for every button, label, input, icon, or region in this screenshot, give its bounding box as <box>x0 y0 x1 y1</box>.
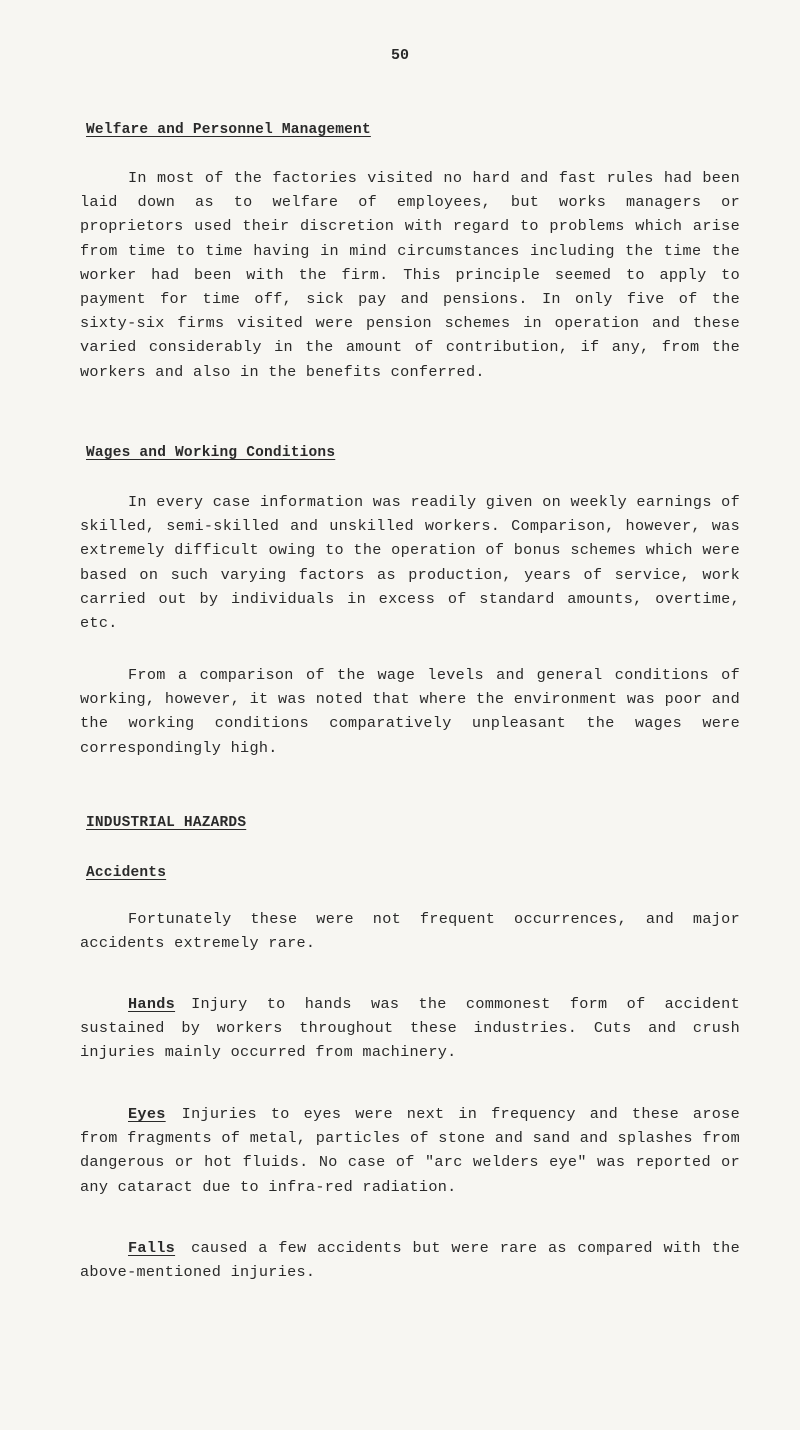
welfare-paragraph: In most of the factories visited no hard and fast rules had been laid down as to welfare of employees, but works managers or proprietors used their discretion with regard to problems which arise from time to time having in mind circumstances including the time the worker had been with the firm. This principle seemed to apply to payment for time off, sick pay and pensions. In only five of the sixty-six firms visited were pension schemes in operation and these varied considerably in the amount of contribution, if any, from the workers and also in the benefits conferred. <box>80 169 740 381</box>
falls-paragraph <box>80 1236 740 1284</box>
hands-text: Injury to hands was the commonest form of accident sustained by workers throughout these industries. Cuts and crush injuries mainly occurred from machinery. <box>80 995 740 1062</box>
hazards-heading: INDUSTRIAL HAZARDS <box>86 815 247 831</box>
eyes-label: Eyes <box>128 1105 166 1123</box>
hands-label: Hands <box>128 995 176 1013</box>
welfare-heading: Welfare and Personnel Management <box>86 122 371 138</box>
falls-text: caused a few accidents but were rare as compared with the above-mentioned injuries. <box>80 1239 740 1282</box>
wages-paragraph-1: In every case information was readily given on weekly earnings of skilled, semi-skilled and unskilled workers. Comparison, however, was extremely difficult owing to the operation of bonus schemes which were based on such varying factors as production, years of service, work carried out by individuals in excess of standard amounts, overtime, etc. <box>80 493 740 633</box>
falls-label: Falls <box>128 1239 176 1257</box>
eyes-paragraph <box>80 1102 740 1199</box>
wages-paragraph-2: From a comparison of the wage levels and general conditions of working, however, it was noted that where the environment was poor and the working conditions comparatively unpleasant the wages were correspondingly high. <box>80 666 740 757</box>
page-number: 50 <box>390 47 409 64</box>
wages-heading: Wages and Working Conditions <box>86 445 336 461</box>
hands-paragraph <box>80 992 740 1065</box>
accidents-heading: Accidents <box>86 865 167 881</box>
eyes-text: Injuries to eyes were next in frequency and these arose from fragments of metal, particles of stone and sand and splashes from dangerous or hot fluids. No case of "arc welders eye" was reported or any cataract due to infra-red radiation. <box>80 1105 740 1196</box>
accidents-paragraph: Fortunately these were not frequent occurrences, and major accidents extremely rare. <box>80 910 740 953</box>
